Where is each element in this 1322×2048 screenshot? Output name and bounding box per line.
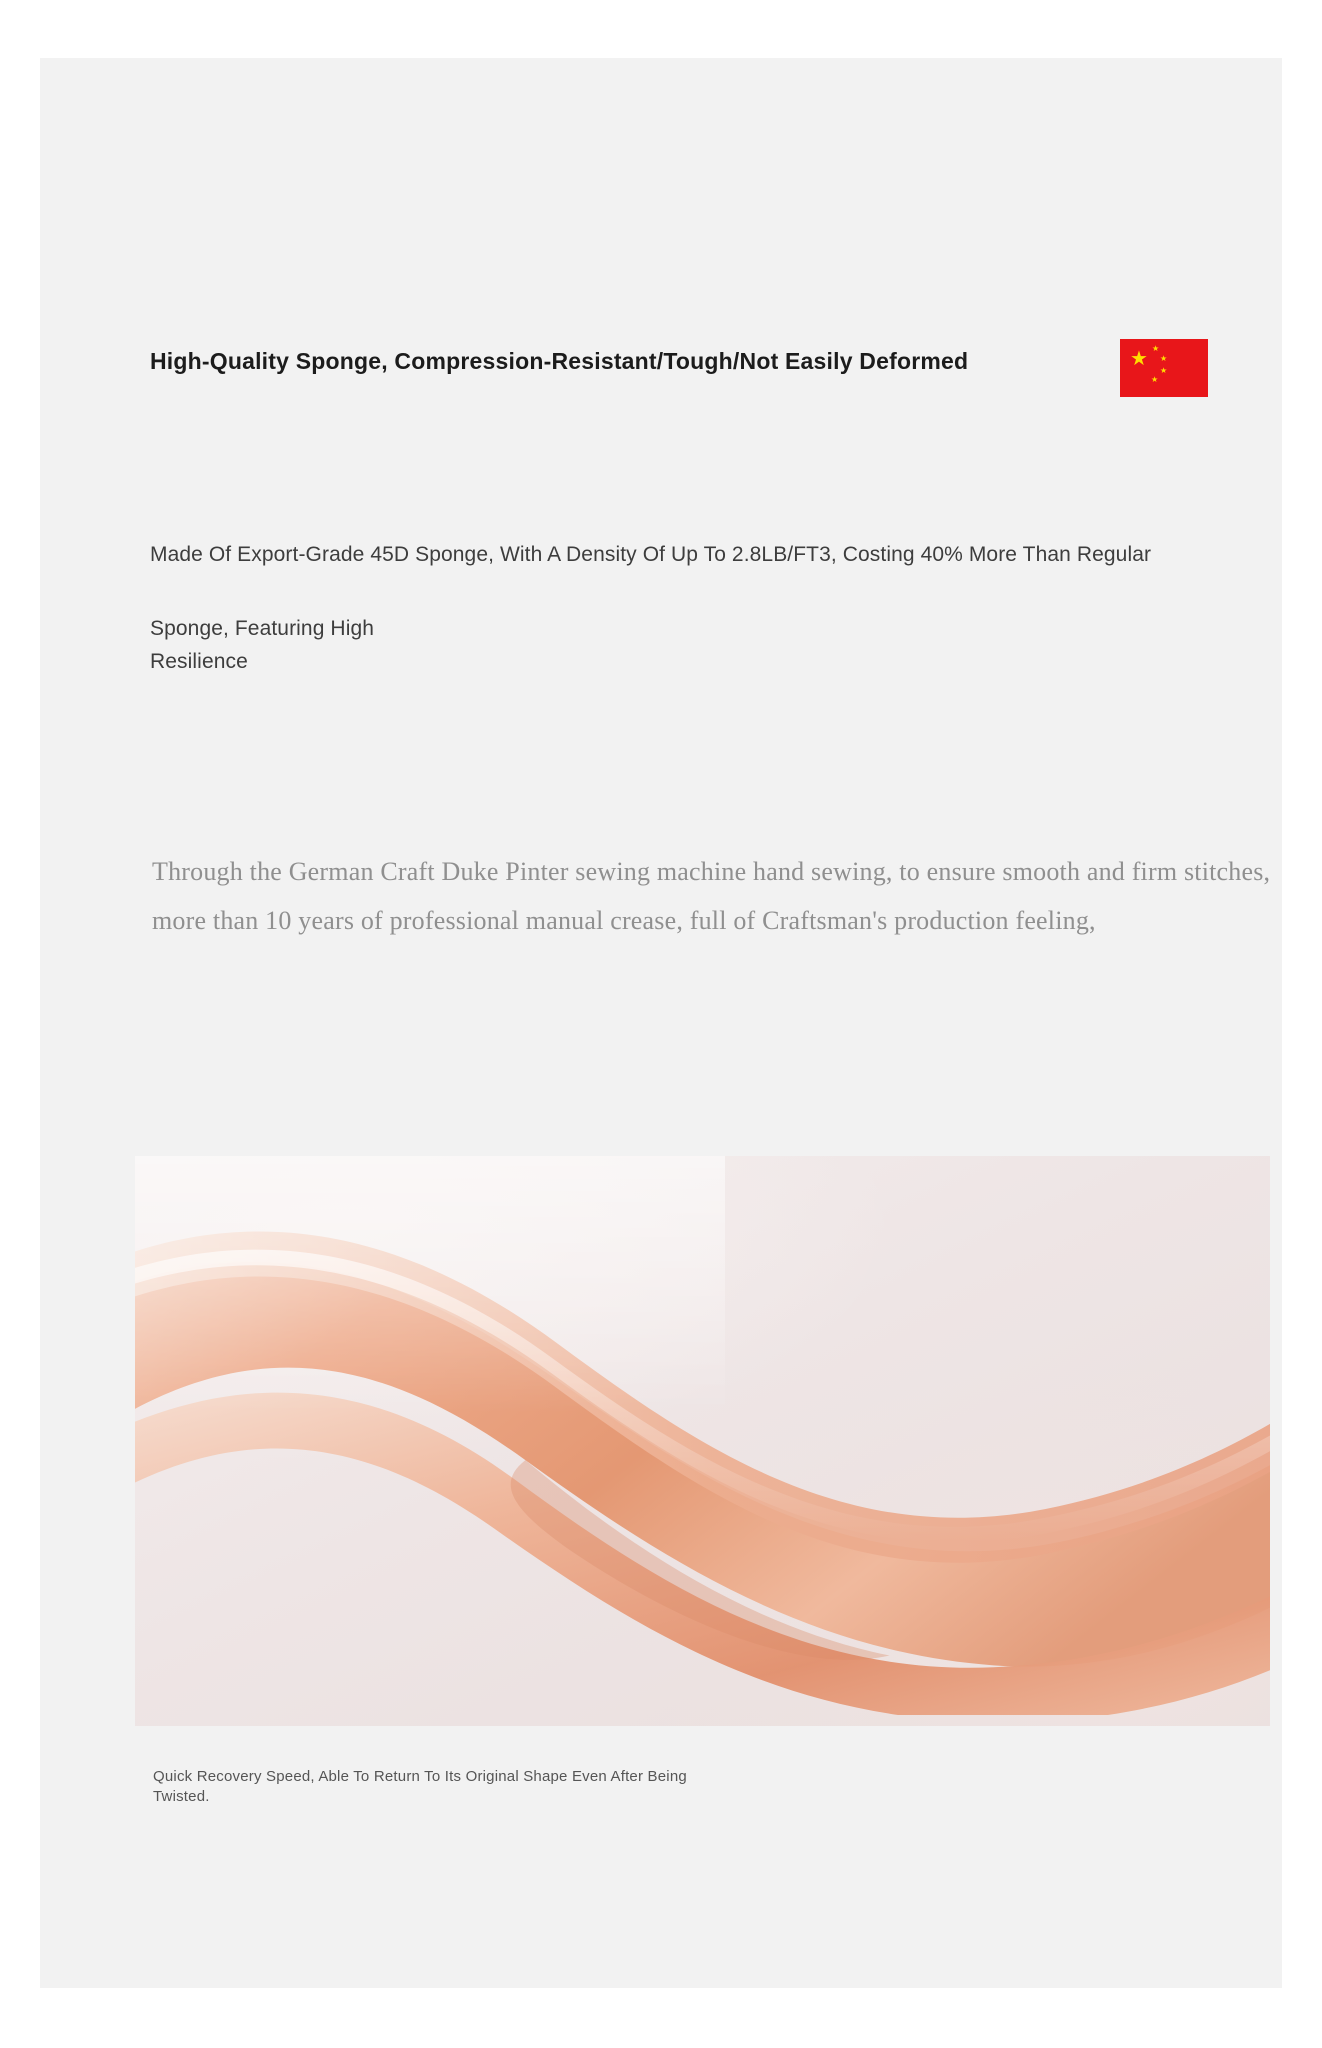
- document-page: [40, 58, 1282, 1988]
- flag-star-small-3: ★: [1160, 366, 1168, 375]
- lead-paragraph: [150, 540, 1282, 677]
- flag-star-small-2: ★: [1160, 354, 1168, 363]
- flag-star-small-4: ★: [1151, 375, 1159, 384]
- page-title: High-Quality Sponge, Compression-Resistant/Tough/Not Easily Deformed: [150, 348, 969, 374]
- lead-line-3: Resilience: [150, 649, 248, 673]
- china-flag-icon: [1120, 339, 1208, 397]
- photo-caption: Quick Recovery Speed, Able To Return To Its Original Shape Even After Being Twisted.: [153, 1768, 687, 1806]
- flag-star-large: ★: [1130, 348, 1148, 370]
- lead-line-1: Made Of Export-Grade 45D Sponge, With A Density Of Up To 2.8LB/FT3, Costing 40% More Than Regular: [150, 543, 1152, 566]
- lead-line-2: Sponge, Featuring High: [150, 617, 375, 641]
- twisted-sponge-photo: [135, 1156, 1270, 1726]
- craft-description-paragraph: Through the German Craft Duke Pinter sewing machine hand sewing, to ensure smooth and firm stitches, more than 10 years of professional manual crease, full of Craftsman's production feeling,: [152, 857, 1271, 935]
- flag-star-small-1: ★: [1152, 344, 1160, 353]
- sponge-twist-illustration: [135, 1167, 1270, 1714]
